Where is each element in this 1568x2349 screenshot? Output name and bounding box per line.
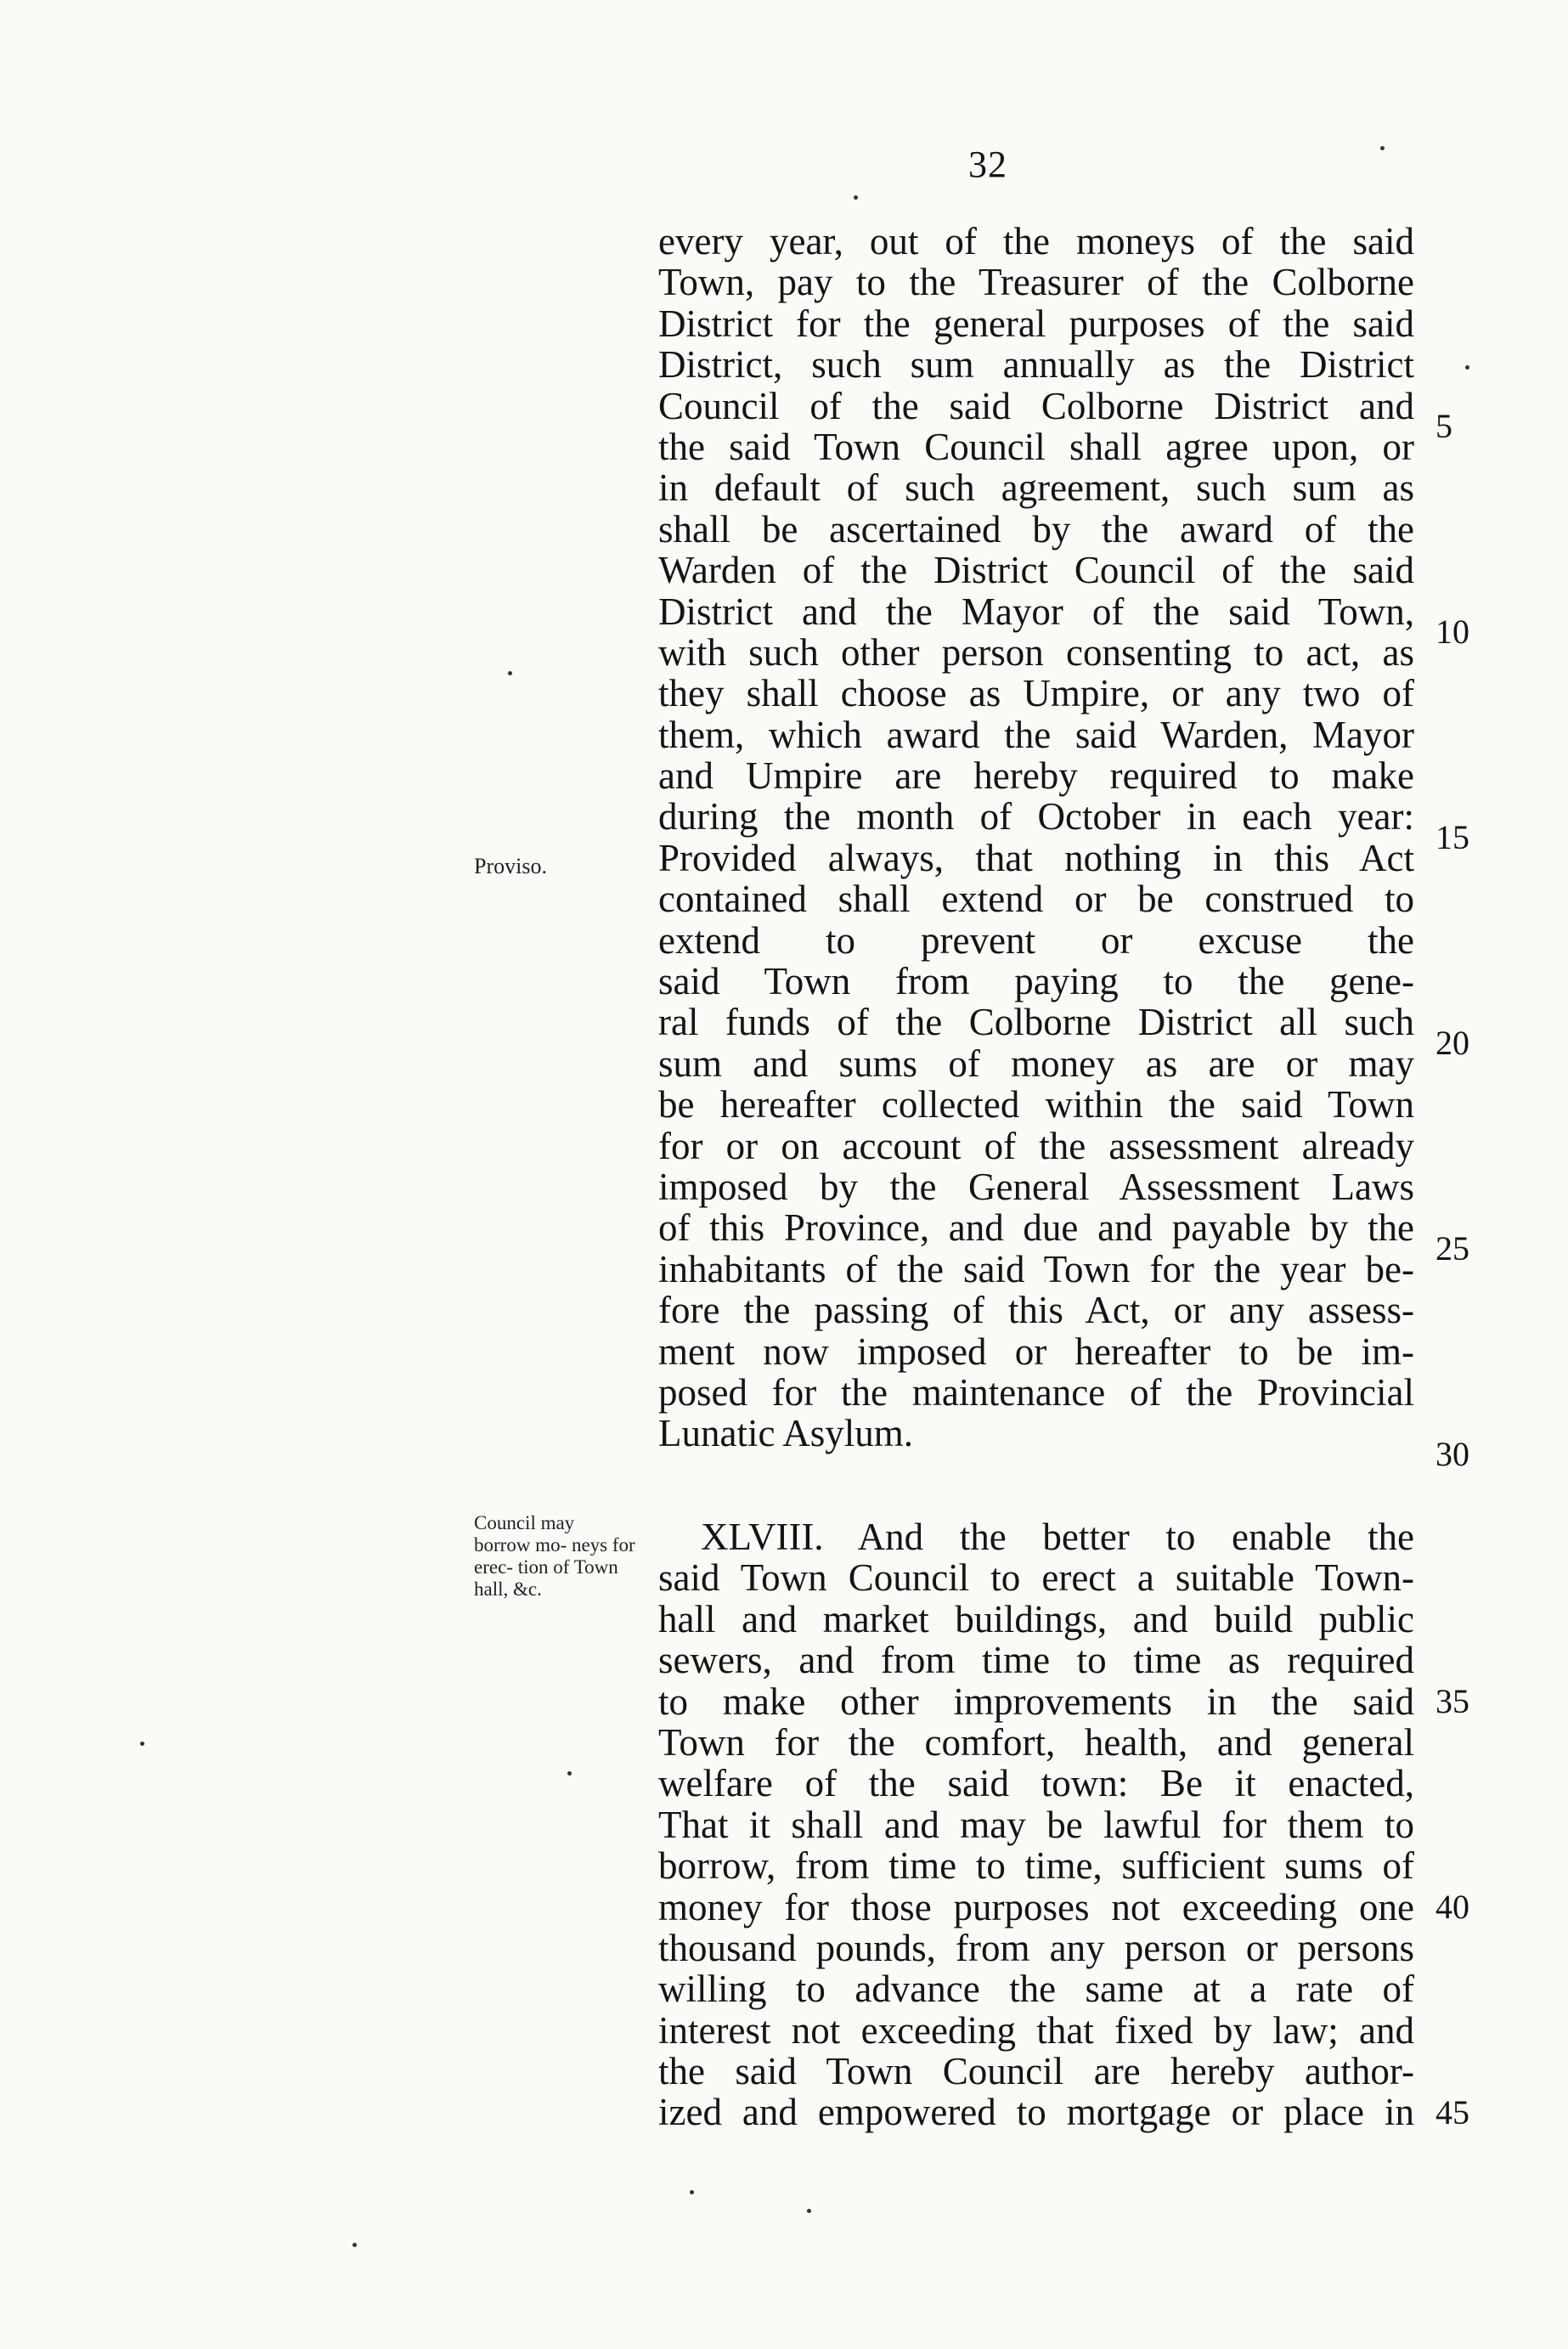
text-line: money for those purposes not exceeding one [658, 1885, 1414, 1928]
print-speck [807, 2209, 811, 2213]
line-number: 35 [1435, 1682, 1469, 1720]
text-line: during the month of October in each year: [658, 795, 1414, 839]
text-line: District for the general purposes of the said [658, 302, 1414, 345]
text-line: Town, pay to the Treasurer of the Colborne [658, 261, 1414, 304]
section-text-second [658, 1516, 1474, 2133]
text-line: them, which award the said Warden, Mayor [658, 713, 1414, 756]
text-line: imposed by the General Assessment Laws [658, 1165, 1414, 1208]
print-speck [690, 2190, 694, 2194]
text-line: ment now imposed or hereafter to be im- [658, 1330, 1414, 1373]
page-number: 32 [968, 144, 1007, 185]
text-line: willing to advance the same at a rate of [658, 1968, 1414, 2011]
text-line: shall be ascertained by the award of the [658, 507, 1414, 551]
print-speck [567, 1771, 572, 1776]
text-line: be hereafter collected within the said Town [658, 1083, 1414, 1127]
print-speck [1465, 365, 1469, 370]
text-line: thousand pounds, from any person or persons [658, 1926, 1414, 1969]
section-heading-line: XLVIII. And the better to enable the [701, 1516, 1414, 1558]
line-number: 45 [1435, 2093, 1469, 2132]
text-line: with such other person consenting to act, as [658, 630, 1414, 674]
line-number: 15 [1435, 818, 1469, 856]
line-number: 30 [1435, 1435, 1469, 1473]
text-line: posed for the maintenance of the Provincial [658, 1370, 1414, 1414]
text-line: the said Town Council shall agree upon, or [658, 425, 1414, 468]
text-line: Provided always, that nothing in this Act [658, 836, 1414, 879]
text-line: every year, out of the moneys of the said [658, 220, 1414, 263]
print-speck [508, 671, 512, 675]
text-line: said Town from paying to the gene- [658, 960, 1414, 1003]
line-number: 5 [1435, 407, 1452, 445]
text-line: borrow, from time to time, sufficient sums of [658, 1844, 1414, 1888]
text-line: of this Province, and due and payable by the [658, 1206, 1414, 1250]
text-line: inhabitants of the said Town for the year be- [658, 1247, 1414, 1290]
text-line: Lunatic Asylum. [658, 1412, 913, 1455]
print-speck [1380, 146, 1385, 150]
margin-note-proviso: Proviso. [474, 854, 547, 878]
text-line: welfare of the said town: Be it enacted, [658, 1762, 1414, 1805]
text-line: they shall choose as Umpire, or any two of [658, 672, 1414, 715]
text-line: District, such sum annually as the District [658, 343, 1414, 387]
text-line: hall and market buildings, and build public [658, 1597, 1414, 1640]
text-line: contained shall extend or be construed to [658, 878, 1414, 921]
text-line: in default of such agreement, such sum as [658, 466, 1414, 510]
text-line: interest not exceeding that fixed by law; and [658, 2008, 1414, 2052]
text-line: sum and sums of money as are or may [658, 1042, 1414, 1085]
text-line: the said Town Council are hereby author- [658, 2050, 1414, 2093]
text-line: Warden of the District Council of the said [658, 549, 1414, 592]
print-speck [140, 1742, 144, 1746]
print-speck [854, 195, 858, 200]
line-number: 25 [1435, 1229, 1469, 1268]
text-line: sewers, and from time to time as required [658, 1639, 1414, 1682]
line-number: 40 [1435, 1888, 1469, 1926]
text-line: and Umpire are hereby required to make [658, 754, 1414, 798]
text-line: ized and empowered to mortgage or place in [658, 2091, 1414, 2134]
text-line: for or on account of the assessment already [658, 1124, 1414, 1167]
margin-note-council-borrow: Council may borrow mo- neys for erec- tion of Town hall, &c. [474, 1512, 635, 1600]
text-line: Council of the said Colborne District and [658, 384, 1414, 427]
line-number: 10 [1435, 613, 1469, 651]
line-number: 20 [1435, 1024, 1469, 1062]
section-text-first [658, 221, 1474, 1454]
text-line: Town for the comfort, health, and general [658, 1720, 1414, 1764]
text-line: ral funds of the Colborne District all such [658, 1001, 1414, 1044]
print-speck [353, 2243, 357, 2247]
text-line: fore the passing of this Act, or any assess- [658, 1289, 1414, 1332]
text-line: to make other improvements in the said [658, 1680, 1414, 1723]
text-line: said Town Council to erect a suitable Town- [658, 1556, 1414, 1600]
text-line: That it shall and may be lawful for them to [658, 1803, 1414, 1846]
text-line: District and the Mayor of the said Town, [658, 590, 1414, 633]
text-line: extend to prevent or excuse the [658, 918, 1414, 962]
